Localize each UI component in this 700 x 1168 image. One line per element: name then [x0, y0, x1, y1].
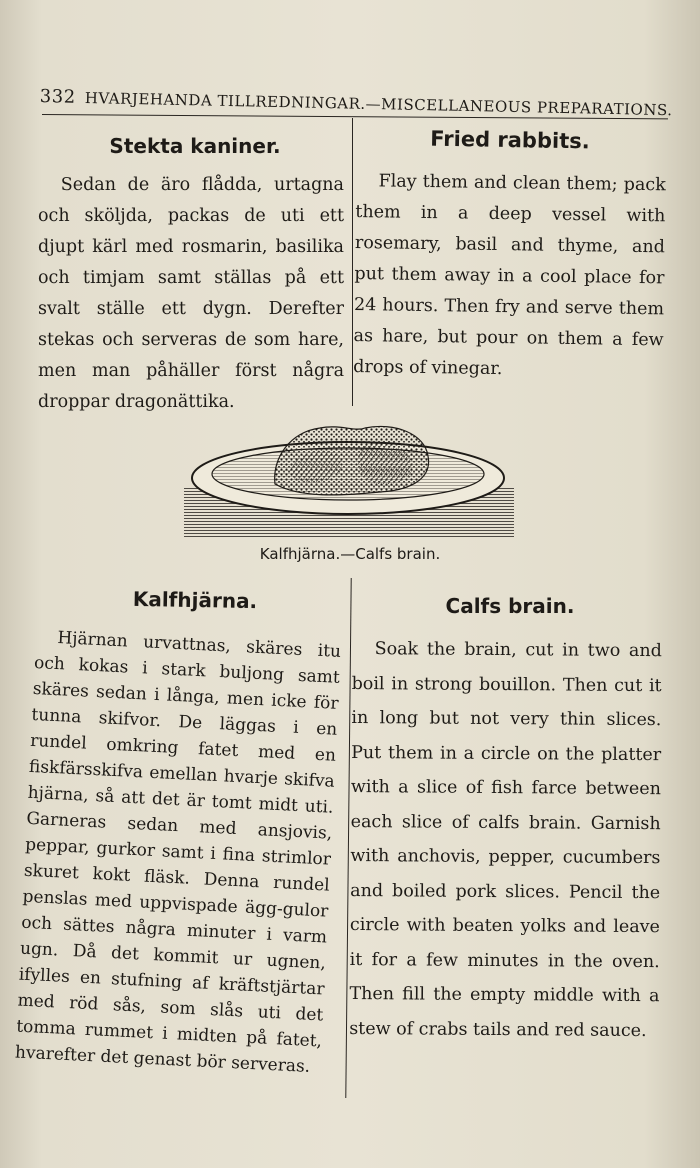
- recipe-title-swedish: Stekta kaniner.: [109, 134, 281, 158]
- recipe-title-english: Calfs brain.: [445, 594, 575, 618]
- recipe-text-english: [349, 632, 662, 1048]
- calfs-brain-engraving: [180, 418, 520, 543]
- recipe-paragraph: Hjärnan urvattnas, skäres itu och kokas i stark buljong samt skäres sedan i långa, men icke för tunna skifvor. De läggas i en rundel omkring fatet med en fiskfärsskifva emellan hvarje skifva hjärna, så att det är tomt midt uti. Garneras sedan med ansjovis, peppar, gurkor samt i fina strimlor skuret kokt fläsk. Denna rundel penslas med uppvispade ägg-gulor och sättes några minuter i varm ugn. Då det kommit ur ugnen, ifylles en stufning af kräftstjärtar med röd sås, som slås uti det tomma rummet i midten på fatet, hvarefter det genast bör serveras.: [14, 628, 342, 1077]
- recipe-paragraph: Flay them and clean them; pack them in a deep vessel with rosemary, basil and thyme, and put them away in a cool place for 24 hours. Then fry and serve them as hare, but pour on them a few drops of vinegar.: [353, 171, 666, 380]
- recipe-text-swedish: [38, 170, 344, 418]
- recipe-text-swedish: [14, 624, 341, 1080]
- recipe-text-english: [353, 166, 666, 387]
- recipe-title-swedish: Kalfhjärna.: [132, 586, 258, 614]
- recipe-paragraph: Sedan de äro flådda, urtagna och sköljda, packas de uti ett djupt kärl med rosmarin, basilika och timjam samt ställas på ett svalt ställe ett dygn. Derefter stekas och serveras de som hare, men man påhäller först några droppar dragonättika.: [38, 175, 344, 412]
- illustration-caption: Kalfhjärna.—Calfs brain.: [259, 545, 441, 563]
- running-title: HVARJEHANDA TILLREDNINGAR.—MISCELLANEOUS PREPARATIONS.: [84, 88, 673, 120]
- page-number: 332: [39, 86, 76, 108]
- recipe-paragraph: Soak the brain, cut in two and boil in strong bouillon. Then cut it in long but not very thin slices. Put them in a circle on the platter with a slice of fish farce between each slice of calfs brain. Garnish with anchovis, pepper, cucumbers and boiled pork slices. Pencil the circle with beaten yolks and leave it for a few minutes in the oven. Then fill the empty middle with a stew of crabs tails and red sauce.: [349, 639, 662, 1041]
- recipe-title-english: Fried rabbits.: [430, 126, 590, 154]
